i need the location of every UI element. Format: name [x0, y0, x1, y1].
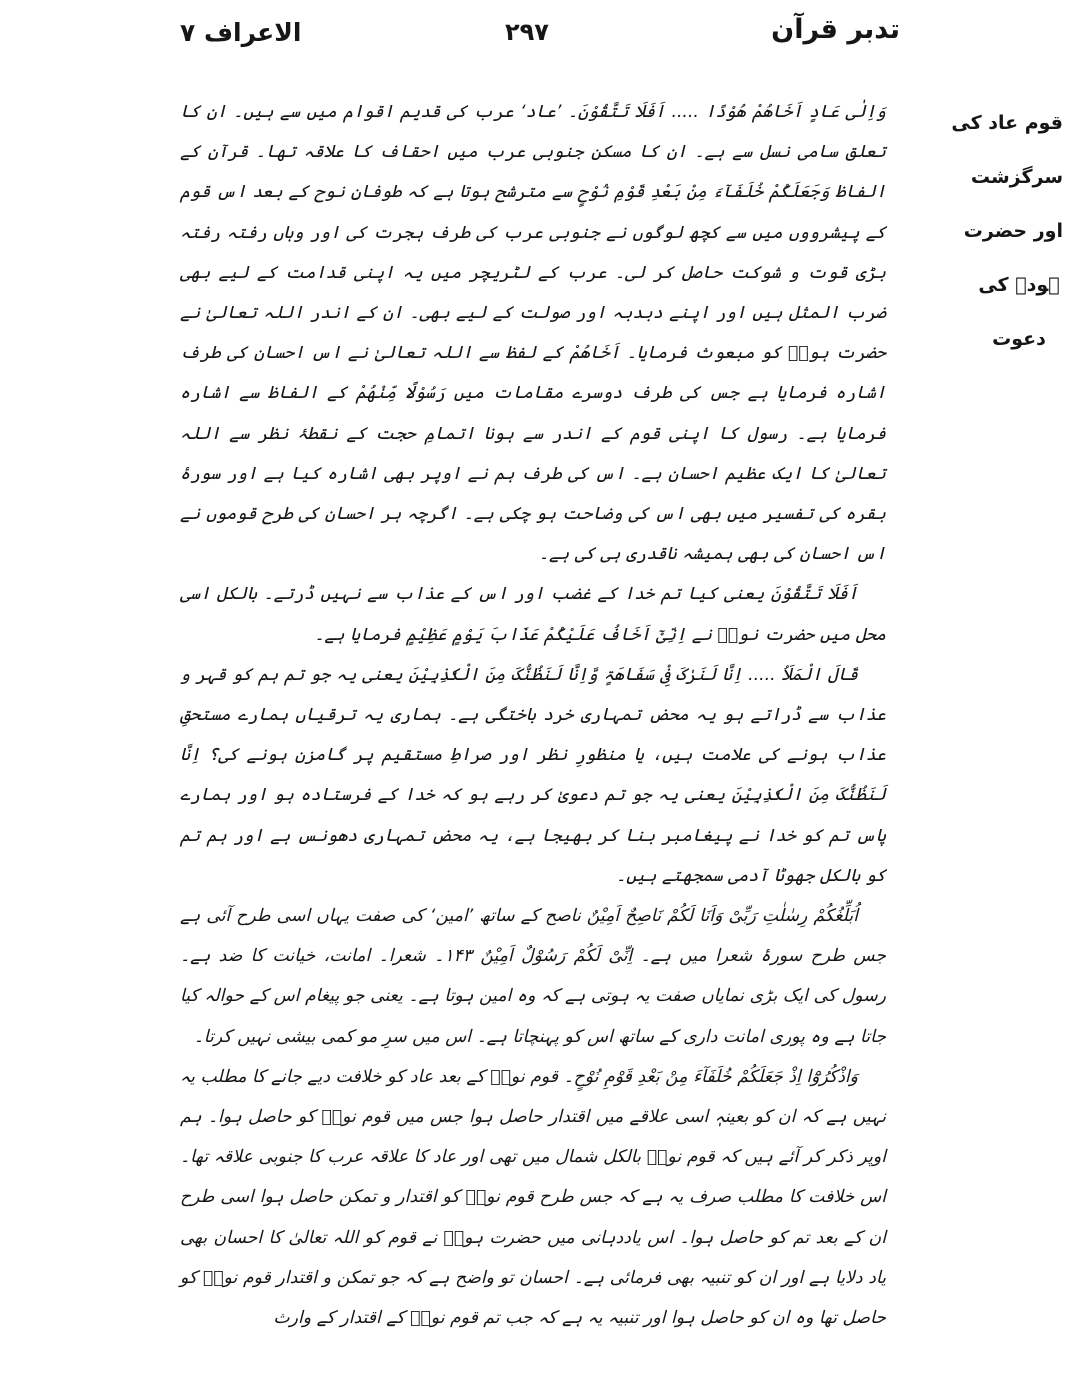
paragraph-nasih-amin: اُبَلِّغُکُمْ رِسٰلٰتِ رَبِّیْ وَاَنَا لَکُمْ نَاصِحٌ اَمِیْنٌ ناصح کے ساتھ ’امین‘ کی صفت یہاں اسی طرح آئی ہے جس طرح سورۂ شعرا میں ہے۔ اِنِّیْ لَکُمْ رَسُوْلٌ اَمِیْنٌ ۱۴۳۔ شعرا۔ امانت، خیانت کا ضد ہے۔ رسول کی ایک بڑی نمایاں صفت یہ ہوتی ہے کہ وہ امین ہوتا ہے۔ یعنی جو پیغام اس کے حوالہ کیا جاتا ہے وہ پوری امانت داری کے ساتھ اس کو پہنچاتا ہے۔ اس میں سرِ مو کمی بیشی نہیں کرتا۔	[180, 906, 886, 1047]
surah-name: الاعراف ۷	[180, 18, 302, 47]
margin-note-line: قوم عاد کی	[951, 112, 1063, 134]
margin-note-line: ہودؑ کی	[978, 274, 1060, 296]
running-head	[180, 14, 900, 54]
paragraph-qalal-mala: قَالَ الْمَلَاُ ..... اِنَّا لَنَرٰکَ فِیْ سَفَاھَۃٍ وَّاِنَّا لَنَظُنُّکَ مِنَ الْکٰذِبِیْنَ یعنی یہ جو تم ہم کو قہر و عذاب سے ڈراتے ہو یہ محض تمہاری خرد باختگی ہے۔ ہماری یہ ترقیاں ہمارے مستحقِ عذاب ہونے کی علامت ہیں، یا منظورِ نظر اور صراطِ مستقیم پر گامزن ہونے کی؟ اِنَّا لَنَظُنُّکَ مِنَ الْکٰذِبِیْنَ یعنی یہ جو تم دعویٰ کر رہے ہو کہ خدا کے فرستادہ ہو اور ہمارے پاس تم کو خدا نے پیغامبر بنا کر بھیجا ہے، یہ محض تمہاری دھونس ہے اور ہم تم کو بالکل جھوٹا آدمی سمجھتے ہیں۔	[180, 664, 886, 886]
paragraph-aad-introduction: وَاِلٰی عَادٍ اَخَاھُمْ ھُوْدًا ..... اَفَلَا تَتَّقُوْنَ۔ ’عاد‘ عرب کی قدیم اقوام میں سے ہیں۔ ان کا تعلق سامی نسل سے ہے۔ ان کا مسکن جنوبی عرب میں احقاف کا علاقہ تھا۔ قرآن کے الفاظ وَجَعَلَکُمْ خُلَفَآءَ مِنْ بَعْدِ قَوْمِ نُوْحٍ سے مترشح ہوتا ہے کہ طوفانِ نوح کے بعد اس قوم کے پیشرووں میں سے کچھ لوگوں نے جنوبی عرب کی طرف ہجرت کی اور وہاں رفتہ رفتہ بڑی قوت و شوکت حاصل کر لی۔ عرب کے لٹریچر میں یہ اپنی قدامت کے لیے بھی ضرب المثل ہیں اور اپنے دبدبہ اور صولت کے لیے بھی۔ ان کے اندر اللہ تعالیٰ نے حضرت ہودؑ کو مبعوث فرمایا۔ اَخَاھُمْ کے لفظ سے اللہ تعالیٰ نے اس احسان کی طرف اشارہ فرمایا ہے جس کی طرف دوسرے مقامات میں رَسُوْلًا مِّنْھُمْ کے الفاظ سے اشارہ فرمایا ہے۔ رسول کا اپنی قوم کے اندر سے ہونا اتمامِ حجت کے نقطۂ نظر سے اللہ تعالیٰ کا ایک عظیم احسان ہے۔ اس کی طرف ہم نے اوپر بھی اشارہ کیا ہے اور سورۂ بقرہ کی تفسیر میں بھی اس کی وضاحت ہو چکی ہے۔ اگرچہ ہر احسان کی طرح قوموں نے اس احسان کی بھی ہمیشہ ناقدری ہی کی ہے۔	[180, 102, 886, 565]
margin-note-line: دعوت	[992, 328, 1046, 350]
margin-note-line: سرگزشت	[970, 166, 1063, 188]
page-number: ۲۹۷	[505, 18, 549, 46]
paragraph-afala-tattaqun: اَفَلَا تَتَّقُوْنَ یعنی کیا تم خدا کے غضب اور اس کے عذاب سے نہیں ڈرتے۔ بالکل اسی محل میں حضرت نوحؑ نے اِنِّیْٓ اَخَافُ عَلَیْکُمْ عَذَابَ یَوْمٍ عَظِیْمٍ فرمایا ہے۔	[180, 584, 886, 645]
margin-note-line: اور حضرت	[963, 220, 1063, 242]
commentary-body	[180, 92, 886, 1338]
paragraph-khulafa: وَاذْکُرُوْٓا اِذْ جَعَلَکُمْ خُلَفَآءَ مِنْ بَعْدِ قَوْمِ نُوْحٍ۔ قوم نوحؑ کے بعد عاد کو خلافت دیے جانے کا مطلب یہ نہیں ہے کہ ان کو بعینہٖ اسی علاقے میں اقتدار حاصل ہوا جس میں قوم نوحؑ کو حاصل ہوا۔ ہم اوپر ذکر کر آئے ہیں کہ قوم نوحؑ بالکل شمال میں تھی اور عاد کا علاقہ عرب کا جنوبی علاقہ تھا۔ اس خلافت کا مطلب صرف یہ ہے کہ جس طرح قوم نوحؑ کو اقتدار و تمکن حاصل ہوا اسی طرح ان کے بعد تم کو حاصل ہوا۔ اس یاددہانی میں حضرت ہودؑ نے قوم کو اللہ تعالیٰ کا احسان بھی یاد دلایا ہے اور ان کو تنبیہ بھی فرمائی ہے۔ احسان تو واضح ہے کہ جو تمکن و اقتدار قوم نوحؑ کو حاصل تھا وہ ان کو حاصل ہوا اور تنبیہ یہ ہے کہ جب تم قوم نوحؑ کے اقتدار کے وارث	[180, 1066, 886, 1329]
book-title: تدبر قرآن	[771, 14, 900, 45]
margin-note	[951, 96, 1063, 366]
